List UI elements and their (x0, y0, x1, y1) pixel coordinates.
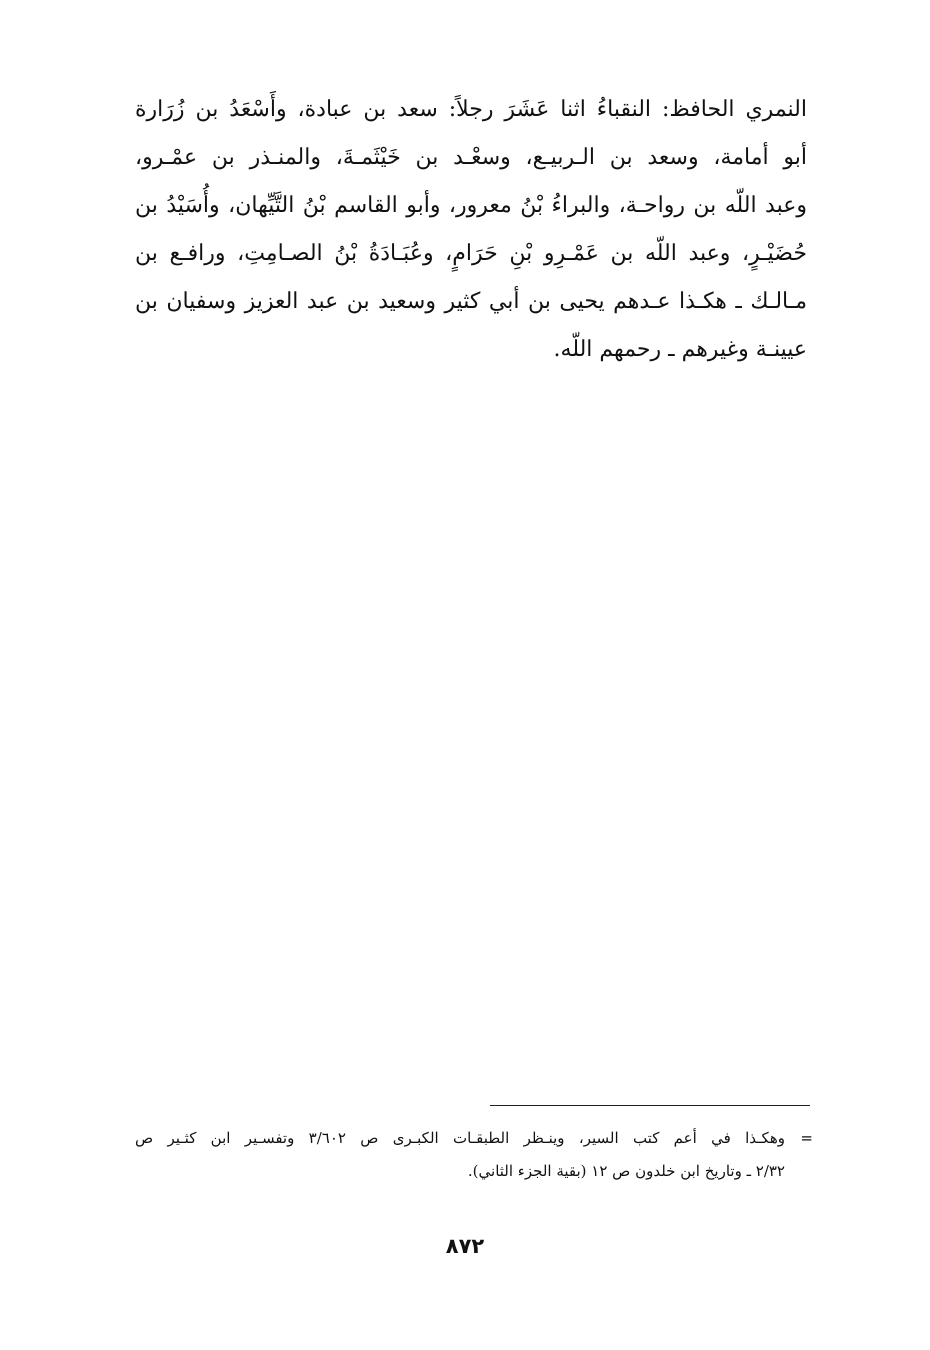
footnote (135, 1122, 815, 1188)
body-line: عيينـة وغيرهم ـ رحمهم اللّه. (553, 337, 807, 362)
footnote-line: وهكـذا في أعم كتب السير، وينـظر الطبقـات الكبـرى ص ٣/٦٠٢ وتفسـير ابن كثـير ص (135, 1129, 785, 1147)
body-line: حُضَيْـرٍ، وعبد اللّه بن عَمْـرِو بْنِ حَرَامٍ، وعُبَـادَةُ بْنُ الصـامِتِ، ورافـع بن (135, 241, 807, 266)
footnote-line: ٢/٣٢ ـ وتاريخ ابن خلدون ص ١٢ (بقية الجزء الثاني). (467, 1162, 785, 1180)
main-body-text (135, 86, 807, 374)
body-line: وعبد اللّه بن رواحـة، والبراءُ بْنُ معرور، وأبو القاسم بْنُ التَّيِّهان، وأُسَيْدُ بن (135, 193, 807, 218)
page-number: ٨٧٢ (445, 1234, 485, 1258)
footnote-body (135, 1122, 785, 1188)
body-line: أبو أمامة، وسعد بن الـربيـع، وسعْـد بن خَيْثَمـةَ، والمنـذر بن عمْـرو، (135, 145, 807, 170)
footnote-separator (490, 1105, 810, 1106)
body-line: مـالـك ـ هكـذا عـدهم يحيى بن أبي كثير وسعيد بن عبد العزيز وسفيان بن (135, 289, 807, 314)
footnote-marker: = (800, 1129, 813, 1147)
body-line: النمري الحافظ: النقباءُ اثنا عَشَرَ رجلاً: سعد بن عبادة، وأَسْعَدُ بن زُرَارة (135, 97, 807, 122)
